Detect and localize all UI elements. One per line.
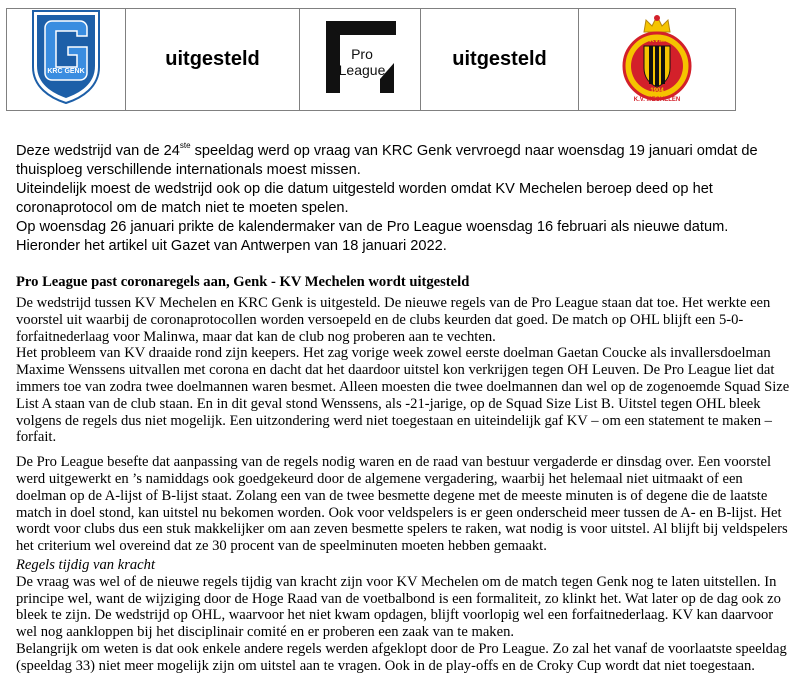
- article-title: Pro League past coronaregels aan, Genk - KV Mechelen wordt uitgesteld: [16, 274, 470, 290]
- intro-paragraph-2: Uiteindelijk moest de wedstrijd ook op die datum uitgesteld worden omdat KV Mechelen beroep deed op het coronaprotocol om de match niet te moeten spelen.: [16, 181, 713, 216]
- status-right-text: uitgesteld: [452, 48, 547, 70]
- article-paragraph-2: Het probleem van KV draaide rond zijn keepers. Het zag vorige week zowel eerste doelman Gaetan Coucke als invallersdoelman Maxime Wenssens uitvallen met corona en dacht dat het daardoor uitstel kon verkrijgen tegen OH Leuven. De Pro League liet dat immers toe van zodra twee doelmannen waren besmet. Alleen moesten die twee doelmannen dan wel op de zogenoemde Squad Size List A staan van de club staan. En in dit geval stond Wenssens, als -21-jarige, op de Squad Size List B. Uitstel tegen OHL bleek volgens de regels dus niet mogelijk. Een uitzondering werd niet toegestaan en uiteindelijk gaf KV – om een statement te maken – forfait.: [16, 345, 790, 446]
- intro-paragraph-1: Deze wedstrijd van de 24ste speeldag werd op vraag van KRC Genk vervroegd naar woensdag 19 januari omdat de thuisploeg verschillende internationals moest missen.: [16, 141, 758, 178]
- match-header-table: [6, 8, 736, 111]
- article-paragraph-5: Belangrijk om weten is dat ook enkele andere regels werden afgeklopt door de Pro League. Zo zal het vanaf de voorlaatste speeldag (speeldag 33) niet meer mogelijk zijn om uitstel aan te vragen. Ook in de play-offs en de Croky Cup wordt dat niet toegestaan.: [16, 640, 787, 674]
- intro-text: [16, 142, 796, 256]
- status-left-text: uitgesteld: [165, 48, 260, 70]
- ordinal-suffix: ste: [179, 141, 191, 151]
- krc-genk-logo-text: KRC GENK: [47, 68, 85, 75]
- newspaper-article: [16, 274, 796, 675]
- kv-mechelen-logo-bottom-text: K.V. MECHELEN: [633, 97, 681, 103]
- intro-paragraph-3: Op woensdag 26 januari prikte de kalendermaker van de Pro League woensdag 16 februari als nieuwe datum.: [16, 219, 729, 235]
- article-paragraph-1: De wedstrijd tussen KV Mechelen en KRC Genk is uitgesteld. De nieuwe regels van de Pro League staan dat toe. Het werkte een voorstel uit waarbij de coronaprotocollen worden versoepeld en de clubs keurden dat goed. De match op OHL blijft een 5-0-forfaitnederlaag voor Malinwa, maar dat kan de club nog proberen aan te vechten.: [16, 295, 771, 345]
- kv-mechelen-logo-top-text: KVM: [649, 37, 665, 44]
- article-subheading: Regels tijdig van kracht: [16, 556, 156, 573]
- away-team-cell: [579, 9, 736, 111]
- status-left-cell: [126, 9, 300, 111]
- article-paragraph-4: De vraag was wel of de nieuwe regels tijdig van kracht zijn voor KV Mechelen om de match tegen Genk nog te laten uitstellen. In principe wel, want de wijziging door de Hoge Raad van de voetbalbond is een formaliteit, zo klinkt het. Wat later op de dag ook zo bleek te zijn. De wedstrijd op OHL, waarvoor het niet kwam opdagen, blijft voorlopig wel een forfaitnederlaag. KV kan daarvoor wel nog aankloppen bij het disciplinair comité en er proberen een zaak van te maken.: [16, 573, 781, 641]
- status-right-cell: [421, 9, 579, 111]
- article-paragraph-3: De Pro League besefte dat aanpassing van de regels nodig waren en de raad van bestuur vergaderde er dinsdag over. Een voorstel werd uitgewerkt en ’s namiddags ook goedgekeurd door de algemene vergadering, waarbij het helemaal niet uitmaakt of een doelman op de A-lijst of B-lijst staat. Zolang een van de twee besmette degene met de meeste minuten is of degene die de laatste match in doel stond, kan uitstel nu bekomen worden. Ook voor veldspelers is er geen onderscheid meer tussen de A- en B-lijst. Het wordt voor clubs dus een stuk makkelijker om aan zeven besmette spelers te raken, wat nodig is voor uitstel. Al blijft bij veldspelers het criterium wel overeind dat ze 30 procent van de speelminuten moeten hebben gemaakt.: [16, 454, 788, 555]
- league-cell: [300, 9, 421, 111]
- krc-genk-logo: [30, 9, 102, 105]
- kv-mechelen-logo: [618, 10, 696, 104]
- kv-mechelen-logo-year: 1904: [650, 88, 664, 94]
- pro-league-logo-line1: Pro: [351, 46, 373, 62]
- pro-league-logo-line2: League: [338, 62, 386, 78]
- pro-league-logo: [320, 17, 400, 97]
- home-team-cell: [7, 9, 126, 111]
- intro-paragraph-4: Hieronder het artikel uit Gazet van Antwerpen van 18 januari 2022.: [16, 238, 447, 254]
